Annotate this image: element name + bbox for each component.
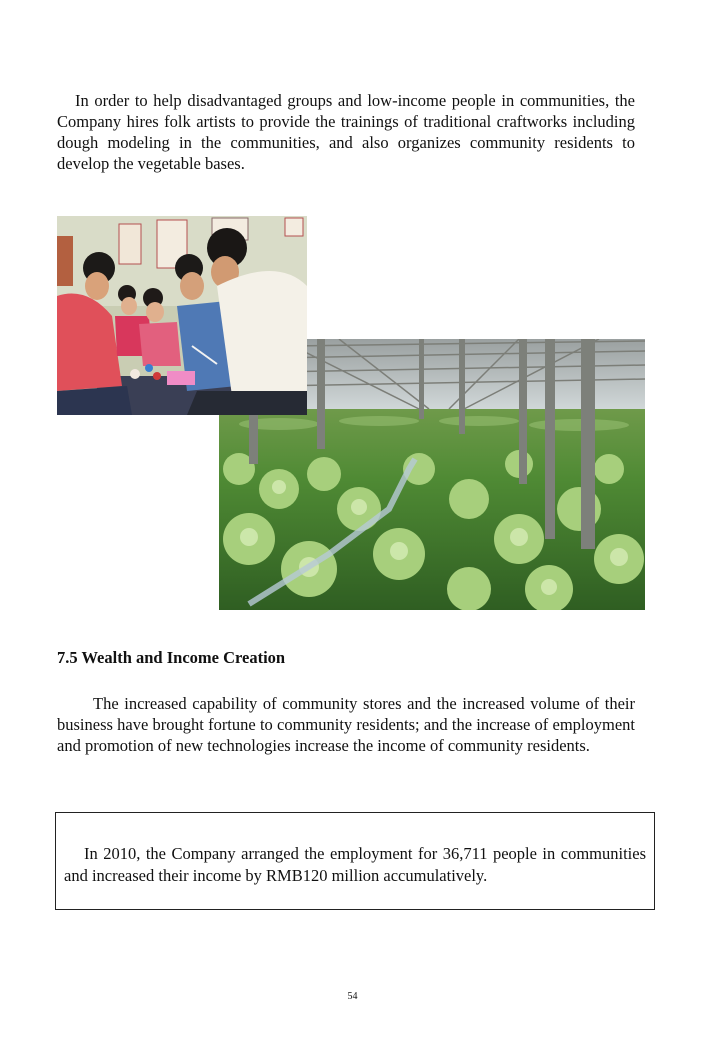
section-paragraph: The increased capability of community stores and the increased volume of their business have brought fortune to community residents; and the increase of employment and promotion of new technologies increase the income of community residents. — [57, 694, 635, 755]
employment-callout-box — [55, 812, 655, 910]
intro-paragraph: In order to help disadvantaged groups and low-income people in communities, the Company hires folk artists to provide the trainings of traditional craftworks including dough modeling in the communities, and also organizes community residents to develop the vegetable bases. — [57, 91, 635, 173]
callout-text: In 2010, the Company arranged the employment for 36,711 people in communities and increased their income by RMB120 million accumulatively. — [64, 844, 646, 885]
section-heading: 7.5 Wealth and Income Creation — [57, 648, 286, 667]
craftwork-training-photo — [57, 216, 307, 415]
page-number: 54 — [347, 991, 358, 1002]
